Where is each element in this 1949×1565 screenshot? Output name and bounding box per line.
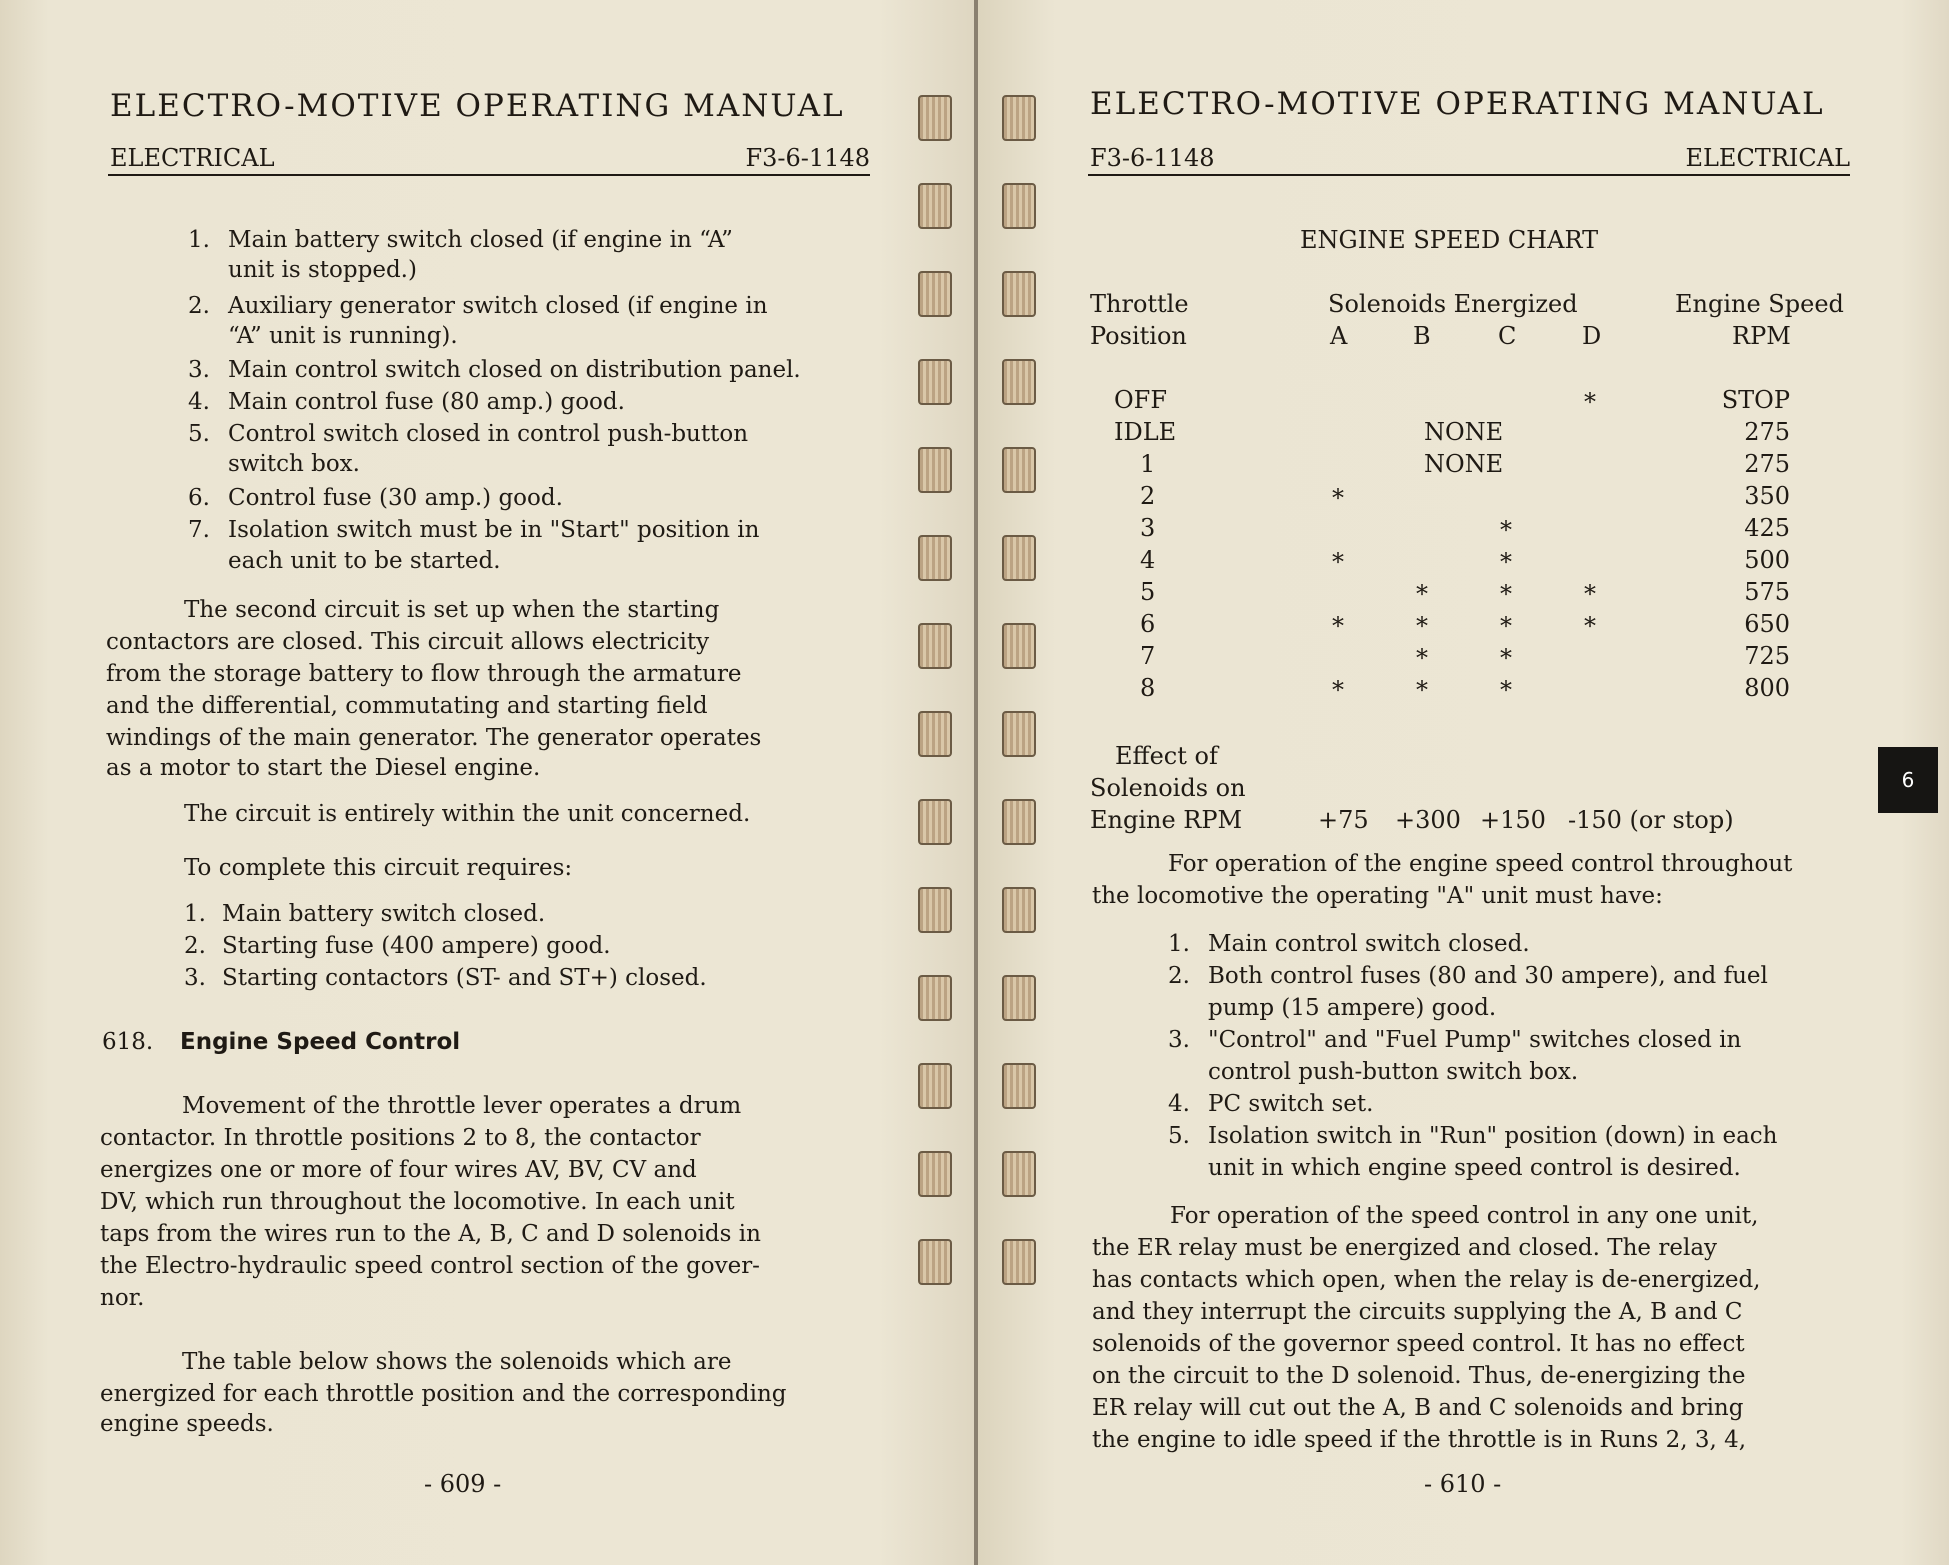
list-item-num: 4. bbox=[1168, 1091, 1190, 1117]
list-item-text: Auxiliary generator switch closed (if engine in bbox=[228, 293, 768, 319]
engine-speed-value: STOP bbox=[1721, 386, 1790, 414]
energized-mark: * bbox=[1584, 388, 1596, 416]
left-subheader bbox=[108, 138, 870, 176]
para-line: energized for each throttle position and the corresponding bbox=[100, 1381, 787, 1407]
chart-title: ENGINE SPEED CHART bbox=[1300, 226, 1599, 254]
list-item-text: Both control fuses (80 and 30 ampere), and fuel bbox=[1208, 963, 1768, 989]
para-line: contactor. In throttle positions 2 to 8, the contactor bbox=[100, 1125, 701, 1151]
col-header-speed: RPM bbox=[1732, 322, 1791, 350]
list-item-num: 2. bbox=[184, 933, 206, 959]
para-line: energizes one or more of four wires AV, BV, CV and bbox=[100, 1157, 697, 1183]
list-item-num: 7. bbox=[188, 517, 210, 543]
throttle-position: 4 bbox=[1140, 546, 1156, 574]
energized-mark: * bbox=[1416, 644, 1428, 672]
para-line: windings of the main generator. The generator operates bbox=[106, 725, 762, 751]
energized-mark: * bbox=[1584, 612, 1596, 640]
doc-code: F3-6-1148 bbox=[1090, 144, 1215, 172]
throttle-position: 2 bbox=[1140, 482, 1156, 510]
energized-mark: * bbox=[1332, 484, 1344, 512]
para-line: has contacts which open, when the relay is de-energized, bbox=[1092, 1267, 1761, 1293]
section-tab: 6 bbox=[1878, 747, 1938, 813]
energized-mark: * bbox=[1584, 580, 1596, 608]
list-item-num: 2. bbox=[1168, 963, 1190, 989]
list-item-num: 5. bbox=[1168, 1123, 1190, 1149]
throttle-position: 3 bbox=[1140, 514, 1156, 542]
para-line: ER relay will cut out the A, B and C solenoids and bring bbox=[1092, 1395, 1744, 1421]
list-item-text: unit in which engine speed control is desired. bbox=[1208, 1155, 1741, 1181]
para-line: the engine to idle speed if the throttle is in Runs 2, 3, 4, bbox=[1092, 1427, 1747, 1453]
energized-mark: * bbox=[1332, 548, 1344, 576]
col-header-throttle: Position bbox=[1090, 322, 1187, 350]
list-item-text: Main battery switch closed. bbox=[222, 901, 546, 927]
throttle-position: 8 bbox=[1140, 674, 1156, 702]
binding-holes-right bbox=[1002, 95, 1036, 1327]
para-line: and they interrupt the circuits supplying the A, B and C bbox=[1092, 1299, 1743, 1325]
list-item-num: 4. bbox=[188, 389, 210, 415]
solenoid-none: NONE bbox=[1424, 450, 1504, 478]
list-item-text: Starting fuse (400 ampere) good. bbox=[222, 933, 611, 959]
col-header-speed: Engine Speed bbox=[1675, 290, 1844, 318]
right-page-header: ELECTRO-MOTIVE OPERATING MANUAL bbox=[1090, 86, 1825, 122]
para-line: The table below shows the solenoids which are bbox=[182, 1349, 732, 1375]
list-item-text: switch box. bbox=[228, 451, 360, 477]
energized-mark: * bbox=[1500, 516, 1512, 544]
page-number-left: - 609 - bbox=[424, 1470, 502, 1498]
binding-holes-left bbox=[918, 95, 952, 1327]
effect-label: Solenoids on bbox=[1090, 774, 1246, 802]
list-item-num: 3. bbox=[184, 965, 206, 991]
para-line: from the storage battery to flow through the armature bbox=[106, 661, 742, 687]
doc-code: F3-6-1148 bbox=[745, 144, 870, 172]
para-line: nor. bbox=[100, 1285, 145, 1311]
energized-mark: * bbox=[1332, 612, 1344, 640]
engine-speed-value: 350 bbox=[1744, 482, 1790, 510]
engine-speed-value: 575 bbox=[1744, 578, 1790, 606]
solenoid-none: NONE bbox=[1424, 418, 1504, 446]
effect-value: +150 bbox=[1480, 806, 1546, 834]
para-line: engine speeds. bbox=[100, 1411, 274, 1437]
engine-speed-value: 650 bbox=[1744, 610, 1790, 638]
para-line: the Electro-hydraulic speed control section of the gover- bbox=[100, 1253, 760, 1279]
list-item-text: PC switch set. bbox=[1208, 1091, 1374, 1117]
para-line: as a motor to start the Diesel engine. bbox=[106, 755, 541, 781]
list-item-text: pump (15 ampere) good. bbox=[1208, 995, 1497, 1021]
list-item-text: Starting contactors (ST- and ST+) closed. bbox=[222, 965, 707, 991]
list-item-num: 2. bbox=[188, 293, 210, 319]
list-item-text: "Control" and "Fuel Pump" switches closed in bbox=[1208, 1027, 1742, 1053]
list-item-text: Isolation switch in "Run" position (down) in each bbox=[1208, 1123, 1778, 1149]
list-item-text: control push-button switch box. bbox=[1208, 1059, 1579, 1085]
list-item-text: Main control switch closed. bbox=[1208, 931, 1530, 957]
list-item-text: unit is stopped.) bbox=[228, 257, 417, 283]
engine-speed-value: 800 bbox=[1744, 674, 1790, 702]
list-item-text: “A” unit is running). bbox=[228, 323, 458, 349]
list-item-num: 3. bbox=[1168, 1027, 1190, 1053]
effect-value: -150 (or stop) bbox=[1568, 806, 1734, 834]
engine-speed-value: 275 bbox=[1744, 418, 1790, 446]
throttle-position: IDLE bbox=[1114, 418, 1177, 446]
throttle-position: 6 bbox=[1140, 610, 1156, 638]
list-item-num: 3. bbox=[188, 357, 210, 383]
effect-value: +300 bbox=[1395, 806, 1461, 834]
para-line: For operation of the speed control in any one unit, bbox=[1170, 1203, 1759, 1229]
section-label: ELECTRICAL bbox=[110, 144, 275, 172]
list-item-text: each unit to be started. bbox=[228, 548, 501, 574]
effect-label: Effect of bbox=[1115, 742, 1218, 770]
energized-mark: * bbox=[1500, 548, 1512, 576]
paragraph-complete-circuit: To complete this circuit requires: bbox=[184, 855, 573, 881]
solenoid-letter: B bbox=[1413, 322, 1431, 350]
list-item-text: Main control fuse (80 amp.) good. bbox=[228, 389, 625, 415]
right-subheader bbox=[1088, 138, 1850, 176]
energized-mark: * bbox=[1332, 676, 1344, 704]
engine-speed-value: 725 bbox=[1744, 642, 1790, 670]
engine-speed-value: 425 bbox=[1744, 514, 1790, 542]
page-number-right: - 610 - bbox=[1424, 1470, 1502, 1498]
para-line: and the differential, commutating and starting field bbox=[106, 693, 708, 719]
para-line: For operation of the engine speed control throughout bbox=[1168, 851, 1793, 877]
left-page-header: ELECTRO-MOTIVE OPERATING MANUAL bbox=[110, 88, 845, 124]
energized-mark: * bbox=[1416, 580, 1428, 608]
para-line: Movement of the throttle lever operates a drum bbox=[182, 1093, 742, 1119]
paragraph-circuit-within-unit: The circuit is entirely within the unit concerned. bbox=[184, 801, 751, 827]
list-item-text: Main control switch closed on distribution panel. bbox=[228, 357, 801, 383]
section-title: Engine Speed Control bbox=[180, 1029, 461, 1055]
list-item-num: 1. bbox=[184, 901, 206, 927]
binding-fold bbox=[974, 0, 978, 1565]
list-item-text: Control switch closed in control push-button bbox=[228, 421, 749, 447]
solenoid-letter: A bbox=[1330, 322, 1348, 350]
para-line: contactors are closed. This circuit allows electricity bbox=[106, 629, 710, 655]
para-line: taps from the wires run to the A, B, C and D solenoids in bbox=[100, 1221, 761, 1247]
solenoid-letter: C bbox=[1498, 322, 1517, 350]
para-line: the ER relay must be energized and closed. The relay bbox=[1092, 1235, 1718, 1261]
list-item-text: Isolation switch must be in "Start" position in bbox=[228, 517, 760, 543]
energized-mark: * bbox=[1500, 580, 1512, 608]
effect-value: +75 bbox=[1318, 806, 1369, 834]
para-line: DV, which run throughout the locomotive. In each unit bbox=[100, 1189, 735, 1215]
engine-speed-value: 500 bbox=[1744, 546, 1790, 574]
effect-label: Engine RPM bbox=[1090, 806, 1243, 834]
throttle-position: 7 bbox=[1140, 642, 1156, 670]
energized-mark: * bbox=[1500, 676, 1512, 704]
engine-speed-value: 275 bbox=[1744, 450, 1790, 478]
section-number: 618. bbox=[102, 1029, 154, 1055]
list-item-num: 1. bbox=[188, 227, 210, 253]
throttle-position: 5 bbox=[1140, 578, 1156, 606]
throttle-position: 1 bbox=[1140, 450, 1156, 478]
para-line: on the circuit to the D solenoid. Thus, de-energizing the bbox=[1092, 1363, 1746, 1389]
list-item-text: Control fuse (30 amp.) good. bbox=[228, 485, 563, 511]
energized-mark: * bbox=[1500, 612, 1512, 640]
solenoid-letter: D bbox=[1582, 322, 1602, 350]
para-line: solenoids of the governor speed control. It has no effect bbox=[1092, 1331, 1745, 1357]
energized-mark: * bbox=[1500, 644, 1512, 672]
energized-mark: * bbox=[1416, 676, 1428, 704]
energized-mark: * bbox=[1416, 612, 1428, 640]
list-item-num: 1. bbox=[1168, 931, 1190, 957]
list-item-num: 5. bbox=[188, 421, 210, 447]
para-line: the locomotive the operating "A" unit must have: bbox=[1092, 883, 1663, 909]
section-label: ELECTRICAL bbox=[1685, 144, 1850, 172]
list-item-num: 6. bbox=[188, 485, 210, 511]
para-line: The second circuit is set up when the starting bbox=[184, 597, 720, 623]
col-header-throttle: Throttle bbox=[1090, 290, 1189, 318]
throttle-position: OFF bbox=[1114, 386, 1167, 414]
list-item-text: Main battery switch closed (if engine in “A” bbox=[228, 227, 733, 253]
col-header-solenoids: Solenoids Energized bbox=[1328, 290, 1578, 318]
